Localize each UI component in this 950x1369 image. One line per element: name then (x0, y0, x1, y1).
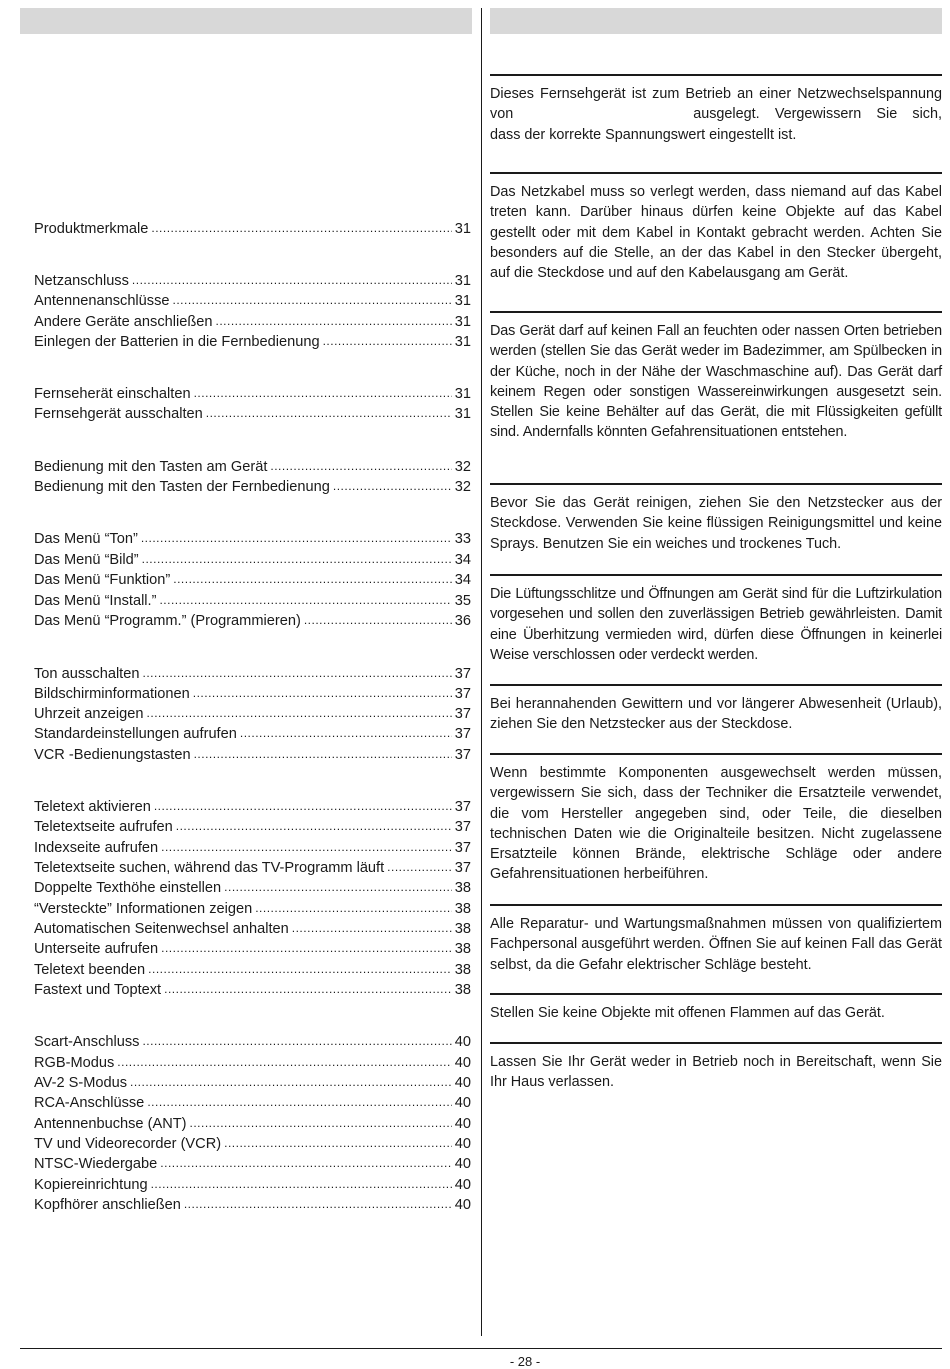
toc-dot-leader (142, 663, 451, 683)
toc-entry-page: 34 (454, 552, 471, 568)
toc-entry[interactable] (34, 529, 471, 549)
toc-dot-leader (176, 816, 452, 836)
toc-dot-leader (173, 569, 452, 589)
section-text: Bevor Sie das Gerät reinigen, ziehen Sie den Netzstecker aus der Steckdose. Verwenden Sie keine flüssigen Reinigungsmittel und keine Sprays. Benutzen Sie ein weiches und trockenes Tuch. (490, 495, 942, 552)
toc-entry-title: VCR -Bedienungstasten (34, 747, 191, 763)
toc-dot-leader (190, 1113, 452, 1133)
toc-entry[interactable] (34, 1114, 471, 1134)
toc-entry[interactable] (34, 271, 471, 291)
toc-entry-page: 31 (454, 221, 471, 237)
toc-entry-title: Bedienung mit den Tasten der Fernbedienung (34, 479, 330, 495)
section-text: Das Gerät darf auf keinen Fall an feuchten oder nassen Orten betrieben werden (stellen Sie das Gerät weder im Badezimmer, am Spülbecken in der Küche, noch in der Nähe der Waschmaschine auf). Das Gerät darf keinem Regen oder sonstigen Wassereinwirkungen ausgesetzt sein. Stellen Sie keine Behälter auf das Gerät, die mit Flüssigkeiten gefüllt sind. Andernfalls könnten Gefahrensituationen entstehen. (490, 323, 942, 441)
toc-entry-page: 35 (454, 593, 471, 609)
column-divider (481, 8, 482, 1336)
toc-entry-page: 32 (454, 459, 471, 475)
toc-entry-title: Das Menü “Ton” (34, 531, 138, 547)
toc-dot-leader (160, 1153, 451, 1173)
toc-entry-page: 37 (454, 819, 471, 835)
toc-dot-leader (333, 476, 452, 496)
toc-entry[interactable] (34, 404, 471, 424)
toc-entry-title: Teletext aktivieren (34, 799, 151, 815)
toc-dot-leader (194, 744, 452, 764)
toc-dot-leader (117, 1052, 451, 1072)
toc-entry[interactable] (34, 704, 471, 724)
toc-entry-title: Bedienung mit den Tasten am Gerät (34, 459, 268, 475)
toc-entry[interactable] (34, 745, 471, 765)
toc-entry-title: Unterseite aufrufen (34, 941, 159, 957)
toc-entry[interactable] (34, 858, 471, 878)
toc-entry[interactable] (34, 919, 471, 939)
toc-entry[interactable] (34, 1134, 471, 1154)
toc-dot-leader (255, 898, 452, 918)
toc-entry-title: Scart-Anschluss (34, 1034, 140, 1050)
toc-dot-leader (142, 1031, 451, 1051)
toc-entry-page: 40 (454, 1034, 471, 1050)
toc-entry-page: 40 (454, 1136, 471, 1152)
footer-rule (20, 1348, 942, 1349)
toc-dot-leader (161, 837, 452, 857)
toc-entry[interactable] (34, 591, 471, 611)
toc-entry-title: Das Menü “Funktion” (34, 572, 171, 588)
toc-entry[interactable] (34, 899, 471, 919)
toc-entry-page: 37 (454, 706, 471, 722)
toc-entry-page: 34 (454, 572, 471, 588)
section-rule (490, 311, 942, 313)
section-rule (490, 483, 942, 485)
toc-entry-page: 32 (454, 479, 471, 495)
section-rule (490, 74, 942, 76)
toc-entry[interactable] (34, 980, 471, 1000)
toc-entry-page: 38 (454, 941, 471, 957)
section-text: Lassen Sie Ihr Gerät weder in Betrieb noch in Bereitschaft, wenn Sie Ihr Haus verlassen. (490, 1054, 942, 1091)
toc-entry[interactable] (34, 570, 471, 590)
toc-entry-page: 38 (454, 982, 471, 998)
toc-dot-leader (194, 383, 452, 403)
toc-dot-leader (147, 1092, 451, 1112)
section-rule (490, 574, 942, 576)
toc-entry-page: 40 (454, 1055, 471, 1071)
toc-dot-leader (193, 683, 452, 703)
toc-entry-page: 38 (454, 901, 471, 917)
toc-entry-page: 40 (454, 1156, 471, 1172)
toc-entry-title: Produktmerkmale (34, 221, 149, 237)
toc-entry-page: 31 (454, 406, 471, 422)
safety-section (490, 172, 942, 283)
toc-entry-title: Kopfhörer anschließen (34, 1197, 181, 1213)
toc-entry[interactable] (34, 1154, 471, 1174)
toc-entry-title: Das Menü “Install.” (34, 593, 157, 609)
toc-entry-title: AV-2 S-Modus (34, 1075, 128, 1091)
section-text (490, 84, 942, 145)
toc-dot-leader (215, 311, 451, 331)
toc-entry-title: Standardeinstellungen aufrufen (34, 726, 237, 742)
toc-dot-leader (224, 877, 452, 897)
toc-dot-leader (173, 290, 452, 310)
toc-entry[interactable] (34, 332, 471, 352)
safety-section (490, 684, 942, 735)
toc-entry-page: 40 (454, 1116, 471, 1132)
section-text: Die Lüftungsschlitze und Öffnungen am Gerät sind für die Luftzirkulation vorgesehen und sollen den zuverlässigen Betrieb gewährleisten. Damit eine Überhitzung vermieden wird, dürfen diese Öffnungen in keinerlei Weise verschlossen oder verdeckt werden. (490, 586, 942, 663)
section-rule (490, 172, 942, 174)
toc-dot-leader (161, 938, 452, 958)
right-column-header-bar (490, 8, 942, 34)
toc-entry[interactable] (34, 1195, 471, 1215)
toc-entry-title: NTSC-Wiedergabe (34, 1156, 158, 1172)
toc-dot-leader (292, 918, 452, 938)
page-number: - 28 - (509, 1354, 541, 1369)
toc-entry-title: Fernsehgerät ausschalten (34, 406, 203, 422)
toc-entry-title: Fastext und Toptext (34, 982, 162, 998)
toc-entry[interactable] (34, 1175, 471, 1195)
toc-entry[interactable] (34, 838, 471, 858)
toc-entry-title: Fernseherät einschalten (34, 386, 191, 402)
toc-entry[interactable] (34, 312, 471, 332)
toc-dot-leader (206, 403, 452, 423)
toc-entry[interactable] (34, 1093, 471, 1113)
toc-dot-leader (387, 857, 452, 877)
toc-entry-title: Teletext beenden (34, 962, 146, 978)
toc-dot-leader (184, 1194, 452, 1214)
toc-entry[interactable] (34, 797, 471, 817)
toc-entry[interactable] (34, 664, 471, 684)
toc-entry-page: 31 (454, 293, 471, 309)
section-rule (490, 684, 942, 686)
section-text: Stellen Sie keine Objekte mit offenen Flammen auf das Gerät. (490, 1005, 885, 1021)
toc-entry[interactable] (34, 939, 471, 959)
safety-section (490, 1042, 942, 1093)
toc-entry-title: RCA-Anschlüsse (34, 1095, 145, 1111)
toc-entry[interactable] (34, 724, 471, 744)
section-rule (490, 1042, 942, 1044)
safety-section (490, 574, 942, 665)
toc-entry-page: 31 (454, 314, 471, 330)
toc-entry-page: 37 (454, 666, 471, 682)
toc-entry-title: RGB-Modus (34, 1055, 115, 1071)
toc-dot-leader (164, 979, 452, 999)
section-rule (490, 993, 942, 995)
toc-dot-leader (304, 610, 452, 630)
section-text: Das Netzkabel muss so verlegt werden, dass niemand auf das Kabel treten kann. Darüber hinaus dürfen keine Objekte auf das Kabel gestellt oder mit dem Kabel in Kontakt gebracht werden. Achten Sie besonders auf die Stelle, an der das Kabel in den Stecker übergeht, auf die Steckdose und auf den Kabelausgang am Gerät. (490, 184, 942, 282)
toc-entry-page: 40 (454, 1177, 471, 1193)
section-text: Bei herannahenden Gewittern und vor längerer Abwesenheit (Urlaub), ziehen Sie den Netzstecker aus der Steckdose. (490, 696, 942, 733)
section-text-part: ausgelegt. Vergewissern Sie sich, dass der korrekte Spannungswert eingestellt ist. (490, 106, 942, 143)
toc-dot-leader (270, 456, 451, 476)
toc-entry-page: 37 (454, 726, 471, 742)
toc-entry-page: 38 (454, 880, 471, 896)
left-column-header-bar (20, 8, 472, 34)
toc-entry[interactable] (34, 384, 471, 404)
toc-dot-leader (323, 331, 452, 351)
toc-entry-page: 40 (454, 1095, 471, 1111)
toc-dot-leader (151, 1174, 452, 1194)
toc-entry[interactable] (34, 611, 471, 631)
toc-entry[interactable] (34, 1073, 471, 1093)
toc-entry[interactable] (34, 817, 471, 837)
toc-entry-page: 37 (454, 840, 471, 856)
safety-section (490, 74, 942, 145)
section-text-part: Dieses Fernsehgerät ist zum Betrieb an einer Netzwechselspannung von (490, 86, 942, 123)
toc-dot-leader (148, 959, 452, 979)
toc-entry-title: Bildschirminformationen (34, 686, 190, 702)
toc-entry-title: Teletextseite aufrufen (34, 819, 173, 835)
toc-entry-page: 37 (454, 747, 471, 763)
safety-section (490, 483, 942, 554)
toc-entry-page: 38 (454, 962, 471, 978)
toc-entry-page: 40 (454, 1197, 471, 1213)
safety-section (490, 904, 942, 975)
toc-entry-title: “Versteckte” Informationen zeigen (34, 901, 253, 917)
section-text: Wenn bestimmte Komponenten ausgewechselt werden müssen, vergewissern Sie sich, dass der Techniker die Ersatzteile verwendet, die vom Hersteller angegeben sind, oder Teile, die dieselben technischen Daten wie die Originalteile besitzen. Nicht zugelassene Ersatzteile können Brände, elektrische Schläge oder andere Gefahrensituationen herbeiführen. (490, 765, 942, 883)
toc-dot-leader (159, 590, 451, 610)
toc-entry-page: 37 (454, 799, 471, 815)
toc-dot-leader (154, 796, 452, 816)
toc-entry-title: Ton ausschalten (34, 666, 140, 682)
section-rule (490, 904, 942, 906)
toc-entry-title: Doppelte Texthöhe einstellen (34, 880, 222, 896)
toc-entry-page: 33 (454, 531, 471, 547)
toc-entry-page: 37 (454, 686, 471, 702)
toc-entry-title: Antennenbuchse (ANT) (34, 1116, 187, 1132)
toc-dot-leader (130, 1072, 452, 1092)
toc-entry-title: Uhrzeit anzeigen (34, 706, 144, 722)
section-text: Alle Reparatur- und Wartungsmaßnahmen müssen von qualifiziertem Fachpersonal ausgeführt werden. Öffnen Sie auf keinen Fall das Gerät selbst, da die Gefahr elektrischer Schläge besteht. (490, 916, 942, 973)
toc-entry[interactable] (34, 1032, 471, 1052)
safety-section (490, 753, 942, 885)
toc-entry[interactable] (34, 477, 471, 497)
toc-dot-leader (151, 218, 451, 238)
safety-section (490, 311, 942, 443)
toc-entry[interactable] (34, 291, 471, 311)
toc-entry[interactable] (34, 1053, 471, 1073)
toc-dot-leader (142, 549, 452, 569)
section-rule (490, 753, 942, 755)
toc-entry-title: Netzanschluss (34, 273, 129, 289)
toc-entry-page: 36 (454, 613, 471, 629)
toc-entry-page: 31 (454, 386, 471, 402)
toc-dot-leader (147, 703, 452, 723)
toc-entry-title: Automatischen Seitenwechsel anhalten (34, 921, 289, 937)
toc-entry-title: Das Menü “Bild” (34, 552, 139, 568)
toc-entry-title: TV und Videorecorder (VCR) (34, 1136, 222, 1152)
toc-entry-title: Andere Geräte anschließen (34, 314, 213, 330)
toc-dot-leader (132, 270, 452, 290)
toc-entry-title: Kopiereinrichtung (34, 1177, 148, 1193)
toc-entry-page: 31 (454, 273, 471, 289)
toc-entry[interactable] (34, 219, 471, 239)
toc-entry[interactable] (34, 457, 471, 477)
toc-dot-leader (224, 1133, 452, 1153)
toc-entry-title: Indexseite aufrufen (34, 840, 159, 856)
toc-entry-page: 38 (454, 921, 471, 937)
toc-entry-page: 40 (454, 1075, 471, 1091)
toc-entry[interactable] (34, 960, 471, 980)
safety-section (490, 993, 942, 1023)
toc-entry[interactable] (34, 550, 471, 570)
toc-entry-title: Teletextseite suchen, während das TV-Programm läuft (34, 860, 385, 876)
toc-entry[interactable] (34, 878, 471, 898)
toc-entry-page: 31 (454, 334, 471, 350)
toc-entry-page: 37 (454, 860, 471, 876)
toc-entry-title: Antennenanschlüsse (34, 293, 170, 309)
toc-dot-leader (141, 528, 452, 548)
toc-dot-leader (240, 723, 452, 743)
toc-entry-title: Das Menü “Programm.” (Programmieren) (34, 613, 301, 629)
toc-entry[interactable] (34, 684, 471, 704)
toc-entry-title: Einlegen der Batterien in die Fernbedienung (34, 334, 320, 350)
